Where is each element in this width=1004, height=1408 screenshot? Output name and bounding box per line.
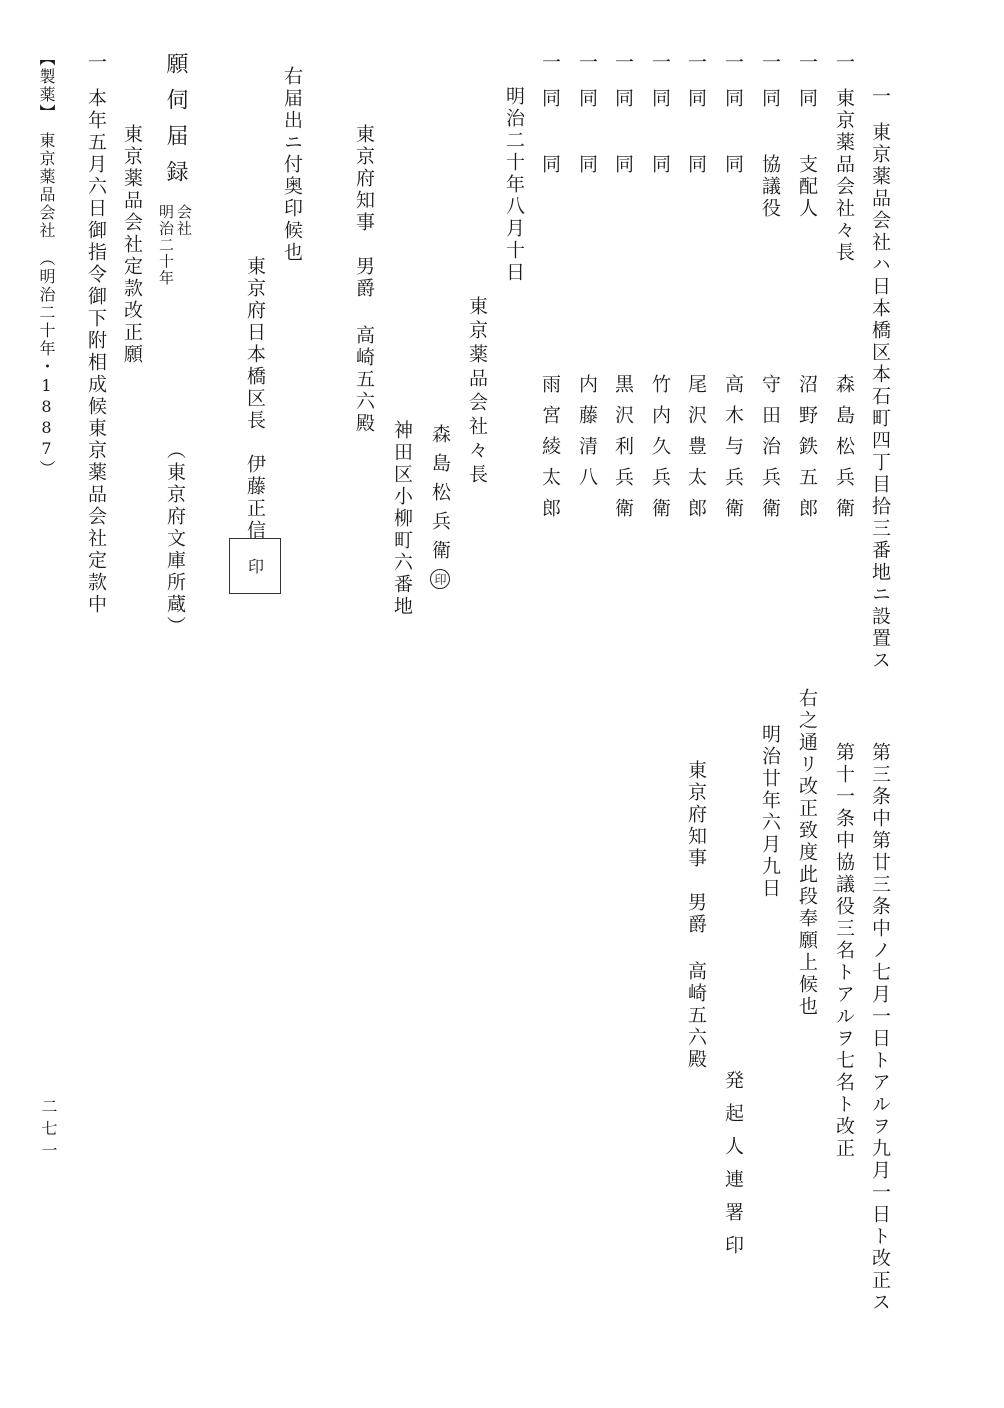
- left-addressee: 東京府知事 男爵 高崎五六殿: [685, 760, 707, 1071]
- member-name-3: 沼野鉄五郎: [796, 374, 818, 529]
- president-title: 東京薬品会社々長: [466, 296, 488, 488]
- signers: 発起人連署印: [722, 1070, 744, 1268]
- president-seal: 印: [430, 569, 450, 589]
- member-line-6: 一同 同: [685, 52, 707, 176]
- governor-addressee: 東京府知事 男爵 高崎五六殿: [353, 124, 375, 435]
- petition-title: 東京薬品会社定款改正願: [121, 124, 143, 366]
- member-name-9: 内藤清八: [576, 374, 598, 498]
- member-line-5: 一同 同: [722, 52, 744, 176]
- petition-date: 明治廿年六月九日: [759, 724, 781, 900]
- member-name-2: 森島松兵衛: [833, 374, 855, 529]
- ward-chief-stamp: 印: [229, 538, 281, 594]
- endorsement: 右届出ニ付奥印候也: [281, 66, 303, 264]
- member-name-7: 竹内久兵衛: [649, 374, 671, 529]
- closing-statement: 右之通リ改正致度此段奉願上候也: [796, 688, 818, 1018]
- section-note-year: 明治二十年: [157, 204, 175, 287]
- president-address: 神田区小柳町六番地: [391, 420, 413, 618]
- ward-chief: 東京府日本橋区長 伊藤正信: [244, 256, 266, 542]
- section-note-company: 会社: [175, 204, 193, 237]
- member-line-3: 一同 支配人: [796, 52, 818, 220]
- member-line-10: 一同 同: [539, 52, 561, 176]
- amendment-1: 第三条中第廿三条中ノ七月一日トアルヲ九月一日ト改正ス: [869, 742, 891, 1314]
- member-line-4: 一同 協議役: [759, 52, 781, 220]
- section-title: 願伺届録: [163, 52, 188, 196]
- member-line-9: 一同 同: [576, 52, 598, 176]
- article-line: 一本年五月六日御指令御下附相成候東京薬品会社定款中: [85, 52, 107, 616]
- member-name-6: 尾沢豊太郎: [685, 374, 707, 529]
- member-name-5: 高木与兵衛: [722, 374, 744, 529]
- member-name-8: 黒沢利兵衛: [612, 374, 634, 529]
- amendment-2: 第十一条中協議役三名トアルヲ七名ト改正: [833, 742, 855, 1160]
- member-line-2: 一東京薬品会社々長: [833, 52, 855, 264]
- member-line-7: 一同 同: [649, 52, 671, 176]
- member-name-10: 雨宮綾太郎: [539, 374, 561, 529]
- running-header: 【製薬】 東京薬品会社 （明治二十年・1887）: [37, 50, 56, 478]
- page-number: 二七一: [39, 1098, 58, 1164]
- member-name-4: 守田治兵衛: [759, 374, 781, 529]
- report-date: 明治二十年八月十日: [503, 86, 525, 284]
- president-name: 森島松兵衛印: [430, 424, 450, 589]
- member-line-8: 一同 同: [612, 52, 634, 176]
- archive-note: （東京府文庫所蔵）: [164, 440, 186, 638]
- member-line-1: 一東京薬品会社ハ日本橋区本石町四丁目拾三番地ニ設置ス: [869, 86, 891, 672]
